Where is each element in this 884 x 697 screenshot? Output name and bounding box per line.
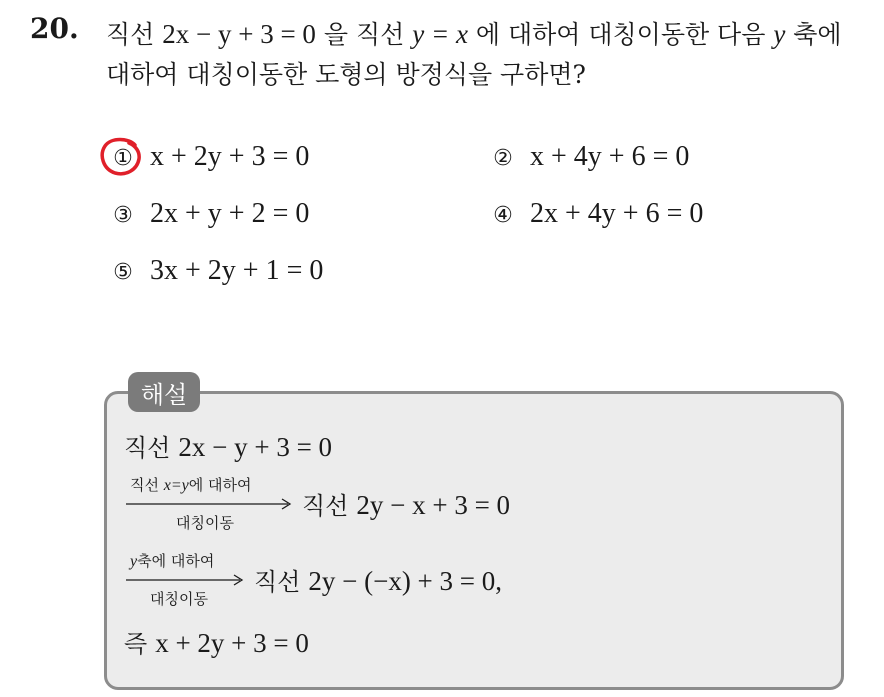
arrow-2-above-label [130, 550, 214, 571]
solution-lead: 즉 [124, 630, 148, 658]
arrow-label-variable: y [130, 553, 138, 570]
choice-equation: 2x + 4y + 6 = 0 [530, 198, 704, 229]
question-equation: 2x − y + 3 = 0 [162, 19, 316, 49]
choice-equation: x + 2y + 3 = 0 [150, 141, 310, 172]
choice-number: ④ [493, 203, 513, 228]
solution-equation: 2x − y + 3 = 0 [178, 432, 333, 462]
solution-line-1 [124, 428, 332, 463]
arrow-1-above-label [130, 474, 251, 495]
arrow-label-equation: x=y [163, 477, 189, 494]
question-text-part: 직선 [106, 20, 163, 49]
choice-equation: 3x + 2y + 1 = 0 [150, 255, 324, 286]
choice-number: ③ [113, 203, 133, 228]
arrow-right-icon [124, 498, 294, 510]
arrow-1-below-label: 대칭이동 [176, 514, 234, 532]
solution-equation: x + 2y + 3 = 0 [155, 628, 309, 658]
question-variable-y: y [773, 19, 786, 49]
question-text-part: 을 직선 [315, 20, 413, 49]
choice-4[interactable] [490, 198, 703, 230]
solution-arrow-1 [124, 472, 294, 532]
choice-2[interactable] [490, 141, 689, 173]
choice-equation: x + 4y + 6 = 0 [530, 141, 690, 172]
arrow-label-part: 직선 [130, 476, 164, 494]
choice-equation: 2x + y + 2 = 0 [150, 198, 310, 229]
solution-lead: 직선 [254, 568, 301, 596]
choice-number: ⑤ [113, 260, 133, 285]
solution-line-2 [302, 486, 510, 521]
solution-equation: 2y − x + 3 = 0 [356, 490, 511, 520]
question-equation-yx: y = x [412, 19, 468, 49]
question-number: 20. [30, 12, 79, 45]
solution-equation: 2y − (−x) + 3 = 0, [308, 566, 503, 596]
arrow-2-below-label: 대칭이동 [150, 590, 208, 608]
arrow-label-part: 축에 대하여 [137, 552, 215, 570]
choice-3[interactable] [110, 198, 309, 230]
question-text-part: 에 대하여 대칭이동한 다음 [467, 20, 774, 49]
question-line-1 [106, 14, 876, 55]
arrow-label-part: 에 대하여 [188, 476, 252, 494]
question-line-2: 대하여 대칭이동한 도형의 방정식을 구하면? [106, 60, 586, 89]
solution-arrow-2 [124, 548, 246, 608]
solution-line-3 [254, 562, 502, 597]
solution-lead: 직선 [302, 492, 349, 520]
choice-number: ① [113, 146, 133, 171]
question-text-part: 축에 [785, 20, 842, 49]
choice-number: ② [493, 146, 513, 171]
arrow-right-icon [124, 574, 246, 586]
question-text [106, 14, 876, 95]
choice-1[interactable] [110, 141, 309, 173]
solution-lead: 직선 [124, 434, 171, 462]
solution-tag: 해설 [128, 372, 200, 412]
solution-line-4 [124, 624, 309, 659]
choice-5[interactable] [110, 255, 323, 287]
